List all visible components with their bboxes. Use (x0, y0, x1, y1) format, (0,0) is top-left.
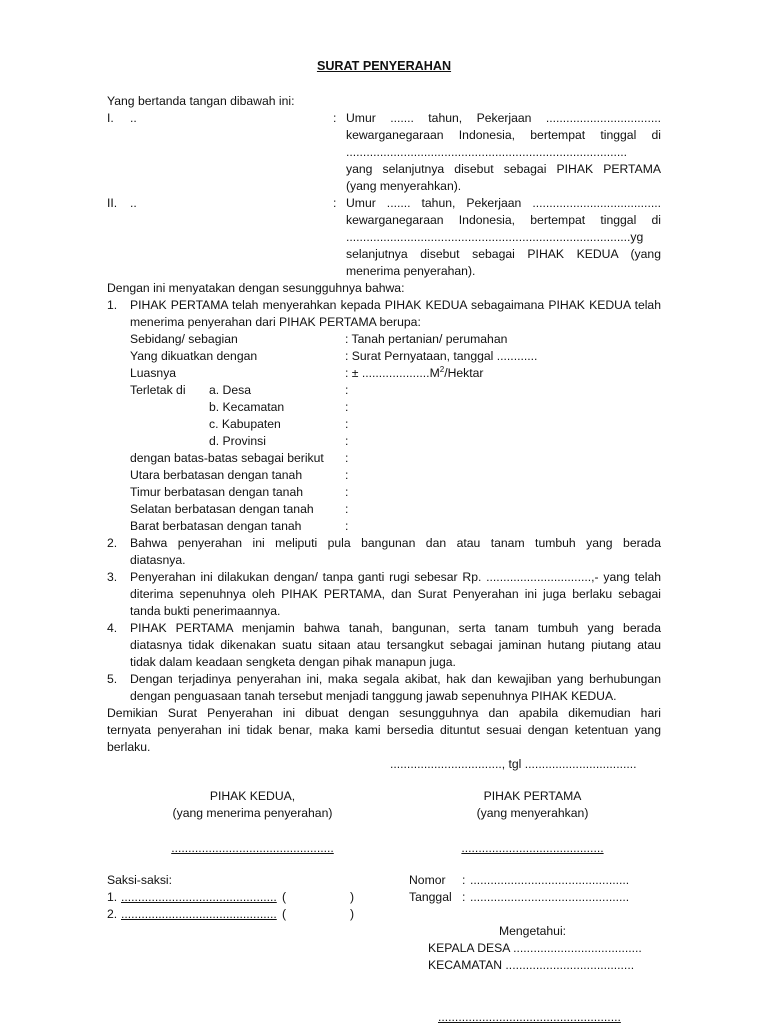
party2-line-2: kewarganegaraan Indonesia, bertempat tinggal di (346, 213, 661, 227)
field-value-luasnya (345, 365, 483, 382)
border-selatan: Selatan berbatasan dengan tanah (130, 502, 314, 516)
registry-nomor-colon: : (462, 873, 466, 887)
border-timur-colon: : (345, 485, 349, 499)
registry-nomor-value: ............................................... (470, 873, 630, 887)
location-kecamatan: b. Kecamatan (209, 400, 285, 414)
location-provinsi: d. Provinsi (209, 434, 266, 448)
item2-number: 2. (107, 536, 118, 550)
party1-colon: : (333, 111, 337, 125)
item4-line-2: diatasnya tidak dikenakan suatu sitaan atau tersangkut sebagai jaminan hutang piutang atau (130, 638, 661, 652)
acknowledge-kepala-desa: KEPALA DESA ...................................... (428, 941, 642, 955)
location-desa-colon: : (345, 383, 349, 397)
party2-line-4: selanjutnya disebut sebagai PIHAK KEDUA (yang (346, 247, 661, 261)
item5-number: 5. (107, 672, 118, 686)
location-provinsi-colon: : (345, 434, 349, 448)
item1-number: 1. (107, 298, 118, 312)
border-selatan-colon: : (345, 502, 349, 516)
field-label-dikuatkan: Yang dikuatkan dengan (130, 349, 258, 363)
item2-line-1: Bahwa penyerahan ini meliputi pula bangunan dan atau tanam tumbuh yang berada (130, 536, 661, 550)
party1-line-1: Umur ....... tahun, Pekerjaan .................................. (346, 111, 661, 125)
border-intro: dengan batas-batas sebagai berikut (130, 451, 324, 465)
party2-name: .. (130, 196, 137, 210)
item3-line-2: diterima sepenuhnya oleh PIHAK PERTAMA, dan Surat Penyerahan ini juga berlaku sebagai (130, 587, 661, 601)
party1-line-2: kewarganegaraan Indonesia, bertempat tinggal di (346, 128, 661, 142)
closing-line-1: Demikian Surat Penyerahan ini dibuat dengan sesungguhnya dan apabila dikemudian hari (107, 706, 661, 720)
luas-value-pre: : ± ....................M (345, 366, 440, 380)
registry-tanggal-label: Tanggal (409, 890, 452, 904)
location-kabupaten-colon: : (345, 417, 349, 431)
party1-name: .. (130, 111, 137, 125)
party2-line-1: Umur ....... tahun, Pekerjaan ...................................... (346, 196, 661, 210)
item1-line-1: PIHAK PERTAMA telah menyerahkan kepada PIHAK KEDUA sebagaimana PIHAK KEDUA telah (130, 298, 661, 312)
field-value-dikuatkan: : Surat Pernyataan, tanggal ............ (345, 349, 538, 363)
item4-line-3: tidak dalam keadaan sengketa dengan pihak manapun juga. (130, 655, 456, 669)
sign-right-line: .......................................... (461, 841, 604, 855)
luas-superscript: 2 (439, 364, 445, 374)
item2-line-2: diatasnya. (130, 553, 186, 567)
field-label-luasnya: Luasnya (130, 366, 177, 380)
acknowledge-kecamatan: KECAMATAN ...................................... (428, 958, 635, 972)
border-barat: Barat berbatasan dengan tanah (130, 519, 302, 533)
witness-1-number: 1. (107, 890, 118, 904)
item4-line-1: PIHAK PERTAMA menjamin bahwa tanah, bangunan, serta tanam tumbuh yang berada (130, 621, 661, 635)
sign-right-subtitle: (yang menyerahkan) (476, 806, 589, 820)
border-utara: Utara berbatasan dengan tanah (130, 468, 303, 482)
item3-line-1: Penyerahan ini dilakukan dengan/ tanpa ganti rugi sebesar Rp. ...............................,- yang telah (130, 570, 661, 584)
witness-1-close-paren: ) (350, 890, 355, 904)
closing-line-3: berlaku. (107, 740, 151, 754)
witness-2-open-paren: ( (282, 907, 287, 921)
item3-line-3: tanda bukti penerimaannya. (130, 604, 281, 618)
place-date: ................................., tgl ................................. (390, 757, 637, 771)
border-barat-colon: : (345, 519, 349, 533)
item1-line-2: menerima penyerahan dari PIHAK PERTAMA berupa: (130, 315, 421, 329)
registry-tanggal-colon: : (462, 890, 466, 904)
sign-right-title: PIHAK PERTAMA (483, 789, 582, 803)
registry-nomor-label: Nomor (409, 873, 446, 887)
sign-left-line: ................................................ (171, 841, 334, 855)
party1-line-4: yang selanjutnya disebut sebagai PIHAK PERTAMA (346, 162, 661, 176)
party1-line-5: (yang menyerahkan). (346, 179, 462, 193)
registry-tanggal-value: ............................................... (470, 890, 630, 904)
witness-1-name-line: .............................................. (121, 890, 277, 904)
witness-2-close-paren: ) (350, 907, 355, 921)
witness-2-name-line: .............................................. (121, 907, 277, 921)
location-kabupaten: c. Kabupaten (209, 417, 281, 431)
witness-2-number: 2. (107, 907, 118, 921)
witnesses-label: Saksi-saksi: (107, 873, 173, 887)
acknowledge-title: Mengetahui: (498, 924, 567, 938)
sign-left-subtitle: (yang menerima penyerahan) (172, 806, 333, 820)
party2-colon: : (333, 196, 337, 210)
party1-number: I. (107, 111, 114, 125)
item4-number: 4. (107, 621, 118, 635)
statement-text: Dengan ini menyatakan dengan sesungguhnya bahwa: (107, 281, 405, 295)
document-title: SURAT PENYERAHAN (316, 59, 452, 73)
location-desa: a. Desa (209, 383, 252, 397)
field-label-sebidang: Sebidang/ sebagian (130, 332, 238, 346)
item5-line-1: Dengan terjadinya penyerahan ini, maka segala akibat, hak dan kewajiban yang berhubungan (130, 672, 661, 686)
closing-line-2: ternyata penyerahan ini tidak benar, maka kami bersedia dituntut sesuai dengan ketentuan yang (107, 723, 661, 737)
border-utara-colon: : (345, 468, 349, 482)
sign-left-title: PIHAK KEDUA, (209, 789, 296, 803)
location-kecamatan-colon: : (345, 400, 349, 414)
party2-line-5: menerima penyerahan). (346, 264, 476, 278)
acknowledge-sign-line: ...................................................... (438, 1010, 621, 1024)
item3-number: 3. (107, 570, 118, 584)
location-label: Terletak di (130, 383, 186, 397)
luas-value-post: /Hektar (444, 366, 484, 380)
border-intro-colon: : (345, 451, 349, 465)
witness-1-open-paren: ( (282, 890, 287, 904)
party2-number: II. (107, 196, 118, 210)
intro-text: Yang bertanda tangan dibawah ini: (107, 94, 295, 108)
border-timur: Timur berbatasan dengan tanah (130, 485, 303, 499)
item5-line-2: dengan penguasaan tanah tersebut menjadi tanggung jawab sepenuhnya PIHAK KEDUA. (130, 689, 617, 703)
field-value-sebidang: : Tanah pertanian/ perumahan (345, 332, 508, 346)
party1-line-3: ................................................................................... (346, 145, 628, 159)
party2-line-3: ....................................................................................yg (346, 230, 644, 244)
